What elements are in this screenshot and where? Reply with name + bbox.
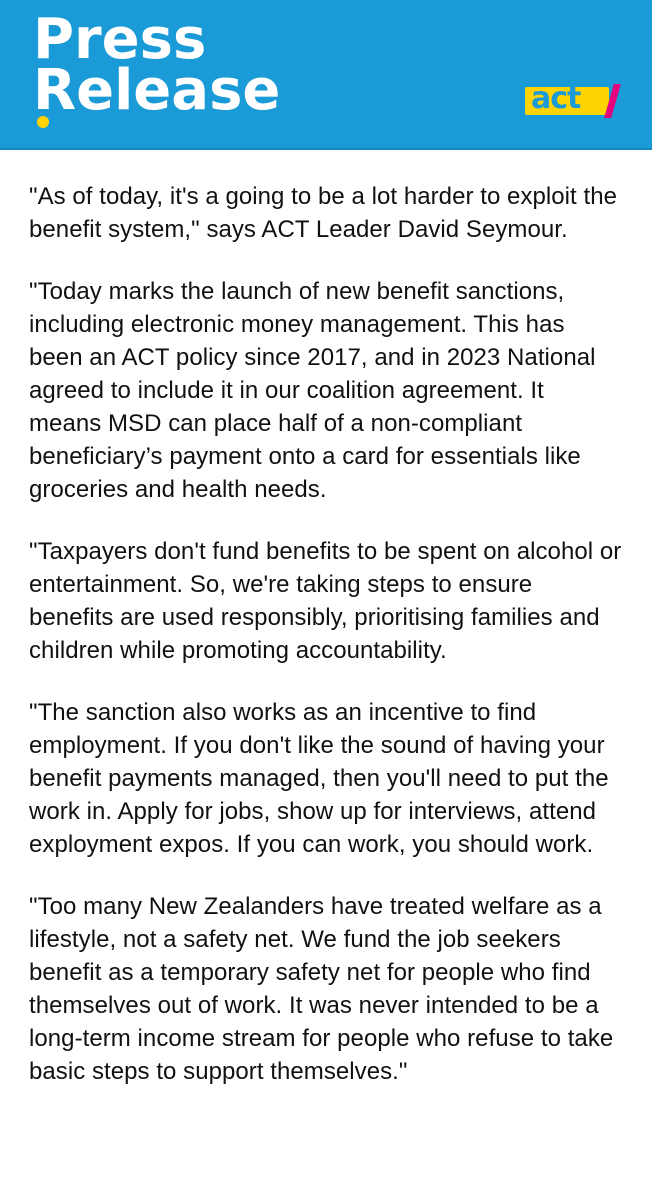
paragraph-2: "Today marks the launch of new benefit sanctions, including electronic money management. This has been an ACT policy since 2017, and in 2023 National agreed to include it in our coalition agreement. It means MSD can place half of a non-compliant beneficiary’s payment onto a card for essentials like groceries and health needs. xyxy=(29,278,596,503)
paragraph-1: "As of today, it's a going to be a lot harder to exploit the benefit system," says ACT Leader David Seymour. xyxy=(29,183,618,243)
act-logo xyxy=(525,83,621,119)
paragraph-5: "Too many New Zealanders have treated welfare as a lifestyle, not a safety net. We fund the job seekers benefit as a temporary safety net for people who find themselves out of work. It was never intended to be a long-term income stream for people who refuse to take basic steps to support themselves." xyxy=(29,893,614,1085)
title-line-1: Press xyxy=(33,7,207,72)
title-line-2 xyxy=(33,58,281,128)
press-release-header xyxy=(0,0,652,150)
paragraph-3: "Taxpayers don't fund benefits to be spent on alcohol or entertainment. So, we're taking steps to ensure benefits are used responsibly, prioritising families and children while promoting accountability. xyxy=(29,538,622,664)
paragraph-4: "The sanction also works as an incentive to find employment. If you don't like the sound of having your benefit payments managed, then you'll need to put the work in. Apply for jobs, show up for interviews, attend exployment expos. If you can work, you should work. xyxy=(29,699,609,858)
act-logo-text: act xyxy=(531,81,581,116)
press-release-title xyxy=(33,7,281,128)
press-release-body xyxy=(0,150,652,1088)
title-line-2-text: Release xyxy=(33,58,281,123)
